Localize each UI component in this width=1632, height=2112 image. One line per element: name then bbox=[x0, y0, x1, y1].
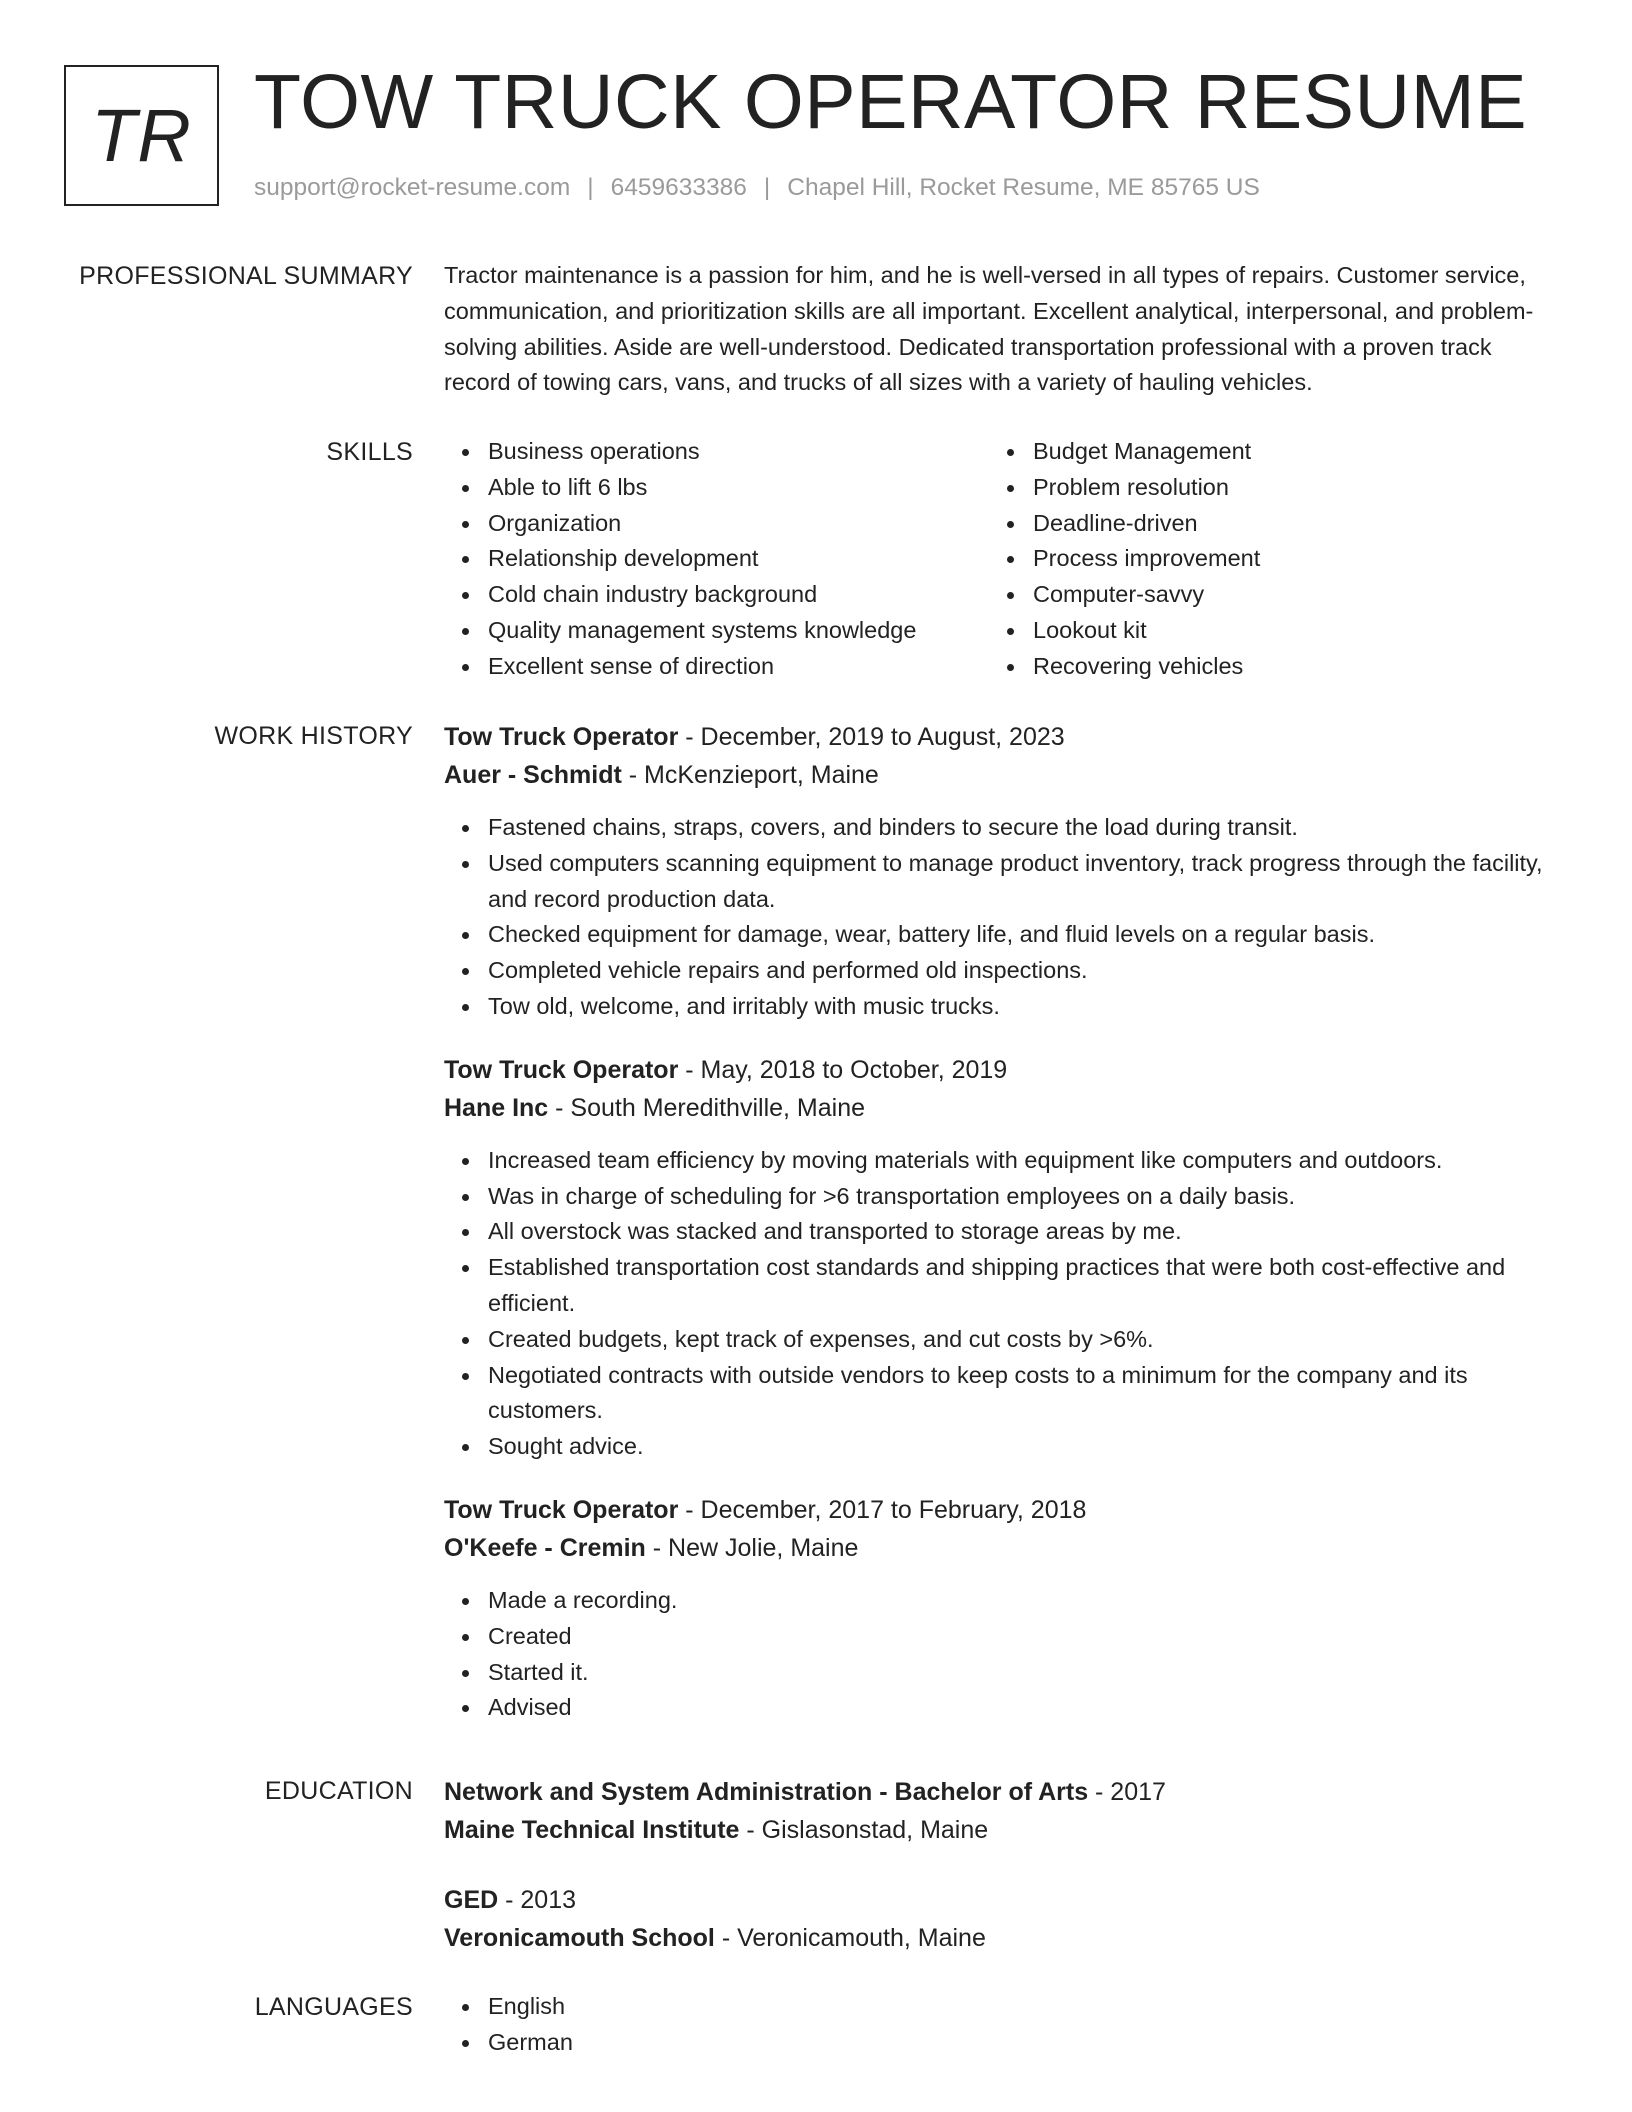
job-duty-item: Increased team efficiency by moving materials with equipment like computers and outdoors. bbox=[488, 1143, 1544, 1179]
education-entry bbox=[444, 1881, 1544, 1957]
section-heading: PROFESSIONAL SUMMARY bbox=[79, 262, 413, 290]
job-duty-item: Completed vehicle repairs and performed old inspections. bbox=[488, 953, 1544, 989]
job-employer bbox=[444, 1089, 1544, 1127]
job-title: Tow Truck Operator bbox=[444, 1495, 679, 1524]
education-list bbox=[444, 1773, 1544, 1989]
section-heading: EDUCATION bbox=[264, 1777, 413, 1805]
section-heading: SKILLS bbox=[326, 438, 413, 466]
job-duties bbox=[444, 1143, 1544, 1465]
job-duty-item: Advised bbox=[488, 1690, 1544, 1726]
job-location: - McKenzieport, Maine bbox=[621, 761, 879, 789]
education-degree: Network and System Administration - Bachelor of Arts bbox=[444, 1778, 1089, 1806]
skill-item: Lookout kit bbox=[1033, 613, 1534, 649]
job-location: - New Jolie, Maine bbox=[645, 1533, 859, 1562]
skill-item: Business operations bbox=[488, 434, 989, 470]
skill-item: Able to lift 6 lbs bbox=[488, 470, 989, 506]
job-duty-item: Made a recording. bbox=[488, 1583, 1544, 1619]
job-company: Hane Inc bbox=[444, 1093, 549, 1122]
skill-item: Quality management systems knowledge bbox=[488, 613, 989, 649]
job-duty-item: Sought advice. bbox=[488, 1429, 1544, 1465]
skill-item: Deadline-driven bbox=[1033, 506, 1534, 542]
job-header bbox=[444, 1051, 1544, 1089]
job-duty-item: Started it. bbox=[488, 1655, 1544, 1691]
job-duty-item: Checked equipment for damage, wear, battery life, and fluid levels on a regular basis. bbox=[488, 917, 1544, 953]
section-heading: LANGUAGES bbox=[254, 1993, 413, 2021]
jobs-list bbox=[444, 718, 1544, 1752]
skills-list-left bbox=[444, 434, 989, 685]
education-location: - Veronicamouth, Maine bbox=[714, 1924, 986, 1952]
job-dates: - December, 2017 to February, 2018 bbox=[678, 1495, 1087, 1524]
job-duty-item: Established transportation cost standards and shipping practices that were both cost-effective and efficient. bbox=[488, 1250, 1544, 1322]
education-year: - 2017 bbox=[1088, 1778, 1166, 1806]
education-degree-line bbox=[444, 1881, 1544, 1919]
monogram-badge bbox=[64, 65, 219, 206]
job-duty-item: All overstock was stacked and transported to storage areas by me. bbox=[488, 1214, 1544, 1250]
skill-item: Problem resolution bbox=[1033, 470, 1534, 506]
summary-text: Tractor maintenance is a passion for him, and he is well-versed in all types of repairs. Customer service, communication, and prioritization skills are all important. Excellent analytical, interpersonal, and problem-solving abilities. Aside are well-understood. Dedicated transportation professional with a proven track record of towing cars, vans, and trucks of all sizes with a variety of hauling vehicles. bbox=[444, 262, 1534, 396]
education-school-line bbox=[444, 1811, 1544, 1849]
job-company: O'Keefe - Cremin bbox=[444, 1533, 646, 1562]
language-item: German bbox=[488, 2025, 1544, 2061]
job-duty-item: Created bbox=[488, 1619, 1544, 1655]
skill-item: Computer-savvy bbox=[1033, 577, 1534, 613]
education-school: Veronicamouth School bbox=[444, 1924, 715, 1952]
resume-title: TOW TRUCK OPERATOR RESUME bbox=[254, 59, 1528, 145]
job-duty-item: Tow old, welcome, and irritably with music trucks. bbox=[488, 989, 1544, 1025]
job-header bbox=[444, 718, 1544, 756]
skill-item: Organization bbox=[488, 506, 989, 542]
education-school-line bbox=[444, 1919, 1544, 1957]
skill-item: Cold chain industry background bbox=[488, 577, 989, 613]
job-company: Auer - Schmidt bbox=[444, 761, 622, 789]
contact-separator: | bbox=[587, 174, 594, 201]
job-duties bbox=[444, 1583, 1544, 1726]
skill-item: Relationship development bbox=[488, 541, 989, 577]
job-duty-item: Created budgets, kept track of expenses, and cut costs by >6%. bbox=[488, 1322, 1544, 1358]
skill-item: Excellent sense of direction bbox=[488, 649, 989, 685]
job-header bbox=[444, 1491, 1544, 1529]
contact-separator: | bbox=[763, 174, 771, 201]
contact-line bbox=[254, 174, 1260, 202]
contact-address: Chapel Hill, Rocket Resume, ME 85765 US bbox=[787, 174, 1260, 201]
job-dates: - December, 2019 to August, 2023 bbox=[678, 723, 1065, 751]
contact-email: support@rocket-resume.com bbox=[254, 174, 571, 201]
education-degree: GED bbox=[444, 1886, 499, 1914]
job-duties bbox=[444, 810, 1544, 1025]
skill-item: Recovering vehicles bbox=[1033, 649, 1534, 685]
job-title: Tow Truck Operator bbox=[444, 723, 679, 751]
education-school: Maine Technical Institute bbox=[444, 1816, 740, 1844]
job-employer bbox=[444, 1529, 1544, 1567]
skill-item: Budget Management bbox=[1033, 434, 1534, 470]
language-item: English bbox=[488, 1989, 1544, 2025]
monogram-initials: TR bbox=[91, 94, 192, 177]
contact-phone: 6459633386 bbox=[610, 174, 747, 201]
job-duty-item: Used computers scanning equipment to manage product inventory, track progress through the facility, and record production data. bbox=[488, 846, 1544, 918]
job-entry bbox=[444, 1051, 1544, 1465]
job-employer bbox=[444, 756, 1544, 794]
job-entry bbox=[444, 718, 1544, 1025]
education-degree-line bbox=[444, 1773, 1544, 1811]
education-entry bbox=[444, 1773, 1544, 1849]
education-year: - 2013 bbox=[498, 1886, 577, 1914]
languages-list bbox=[444, 1989, 1544, 2061]
job-entry bbox=[444, 1491, 1544, 1726]
skill-item: Process improvement bbox=[1033, 541, 1534, 577]
job-location: - South Meredithville, Maine bbox=[548, 1093, 866, 1122]
section-heading: WORK HISTORY bbox=[214, 722, 413, 750]
job-duty-item: Fastened chains, straps, covers, and binders to secure the load during transit. bbox=[488, 810, 1544, 846]
job-dates: - May, 2018 to October, 2019 bbox=[678, 1055, 1008, 1084]
job-title: Tow Truck Operator bbox=[444, 1055, 679, 1084]
job-duty-item: Negotiated contracts with outside vendors to keep costs to a minimum for the company and its customers. bbox=[488, 1358, 1544, 1430]
education-location: - Gislasonstad, Maine bbox=[739, 1816, 989, 1844]
job-duty-item: Was in charge of scheduling for >6 transportation employees on a daily basis. bbox=[488, 1179, 1544, 1215]
skills-list-right bbox=[989, 434, 1534, 685]
